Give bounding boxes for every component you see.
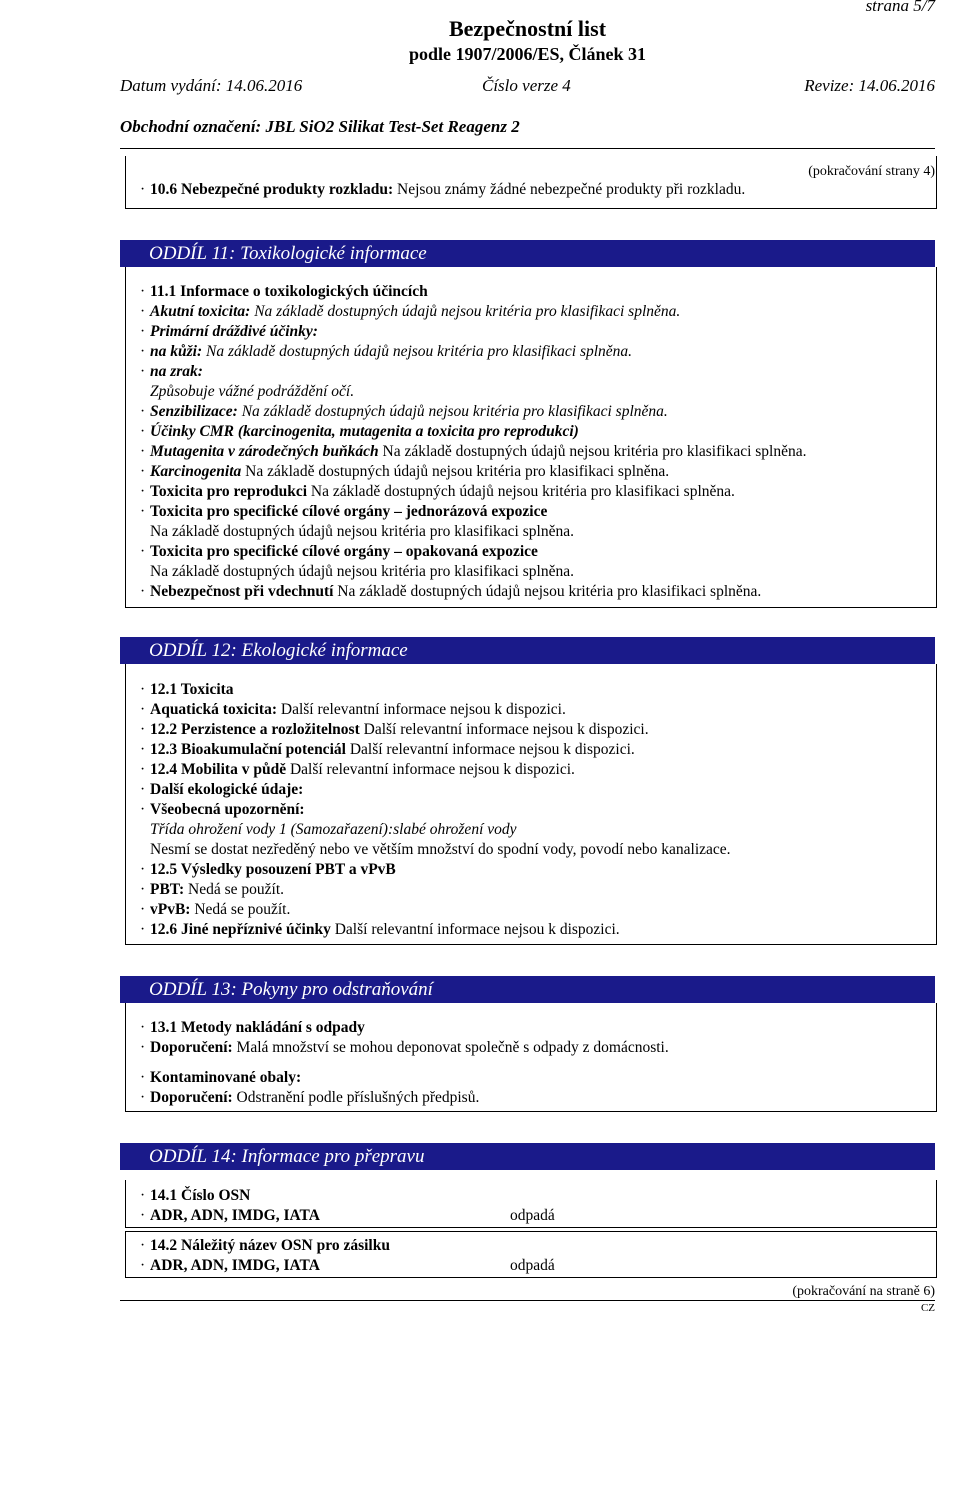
water-hazard-class: Třída ohrožení vody 1 (Samozařazení):slabé ohrožení vody — [150, 821, 517, 838]
un-number-value: odpadá — [510, 1207, 555, 1224]
packaging-recommendation-label: Doporučení: — [150, 1089, 233, 1106]
section-11-heading: ODDÍL 11: Toxikologické informace — [120, 240, 935, 267]
footer-divider — [120, 1300, 935, 1301]
eyes-label: na zrak: — [150, 363, 203, 380]
continued-on: (pokračování na straně 6) — [792, 1284, 935, 1299]
persistence-text: Další relevantní informace nejsou k dispozici. — [359, 721, 649, 738]
stot-repeated-label: Toxicita pro specifické cílové orgány – opakovaná expozice — [150, 543, 538, 560]
stot-single-text: Na základě dostupných údajů nejsou kritéria pro klasifikaci splněna. — [150, 523, 574, 540]
aquatic-toxicity-text: Další relevantní informace nejsou k dispozici. — [277, 701, 566, 718]
section-13-heading: ODDÍL 13: Pokyny pro odstraňování — [120, 976, 935, 1003]
header-divider — [120, 148, 935, 149]
issue-date: Datum vydání: 14.06.2016 — [120, 76, 303, 95]
reproductive-toxicity-text: Na základě dostupných údajů nejsou kritéria pro klasifikaci splněna. — [307, 483, 735, 500]
shipping-name-modes: ADR, ADN, IMDG, IATA — [150, 1257, 320, 1274]
decomposition-label: 10.6 Nebezpečné produkty rozkladu: — [150, 181, 394, 198]
soil-mobility-label: 12.4 Mobilita v půdě — [150, 761, 287, 778]
recommendation-label: Doporučení: — [150, 1039, 233, 1056]
un-number-heading: 14.1 Číslo OSN — [150, 1187, 251, 1204]
groundwater-warning: Nesmí se dostat nezředěný nebo ve větším množství do spodní vody, povodí nebo kanalizace. — [150, 841, 731, 858]
page-number: strana 5/7 — [865, 0, 935, 15]
other-eco-info-label: Další ekologické údaje: — [150, 781, 304, 798]
persistence-label: 12.2 Perzistence a rozložitelnost — [150, 721, 360, 738]
bioaccumulation-text: Další relevantní informace nejsou k dispozici. — [345, 741, 635, 758]
acute-toxicity-label: Akutní toxicita: — [150, 303, 251, 320]
revision-date: Revize: 14.06.2016 — [804, 76, 935, 95]
skin-text: Na základě dostupných údajů nejsou kritéria pro klasifikaci splněna. — [202, 343, 633, 360]
sensitisation-label: Senzibilizace: — [150, 403, 238, 420]
other-adverse-label: 12.6 Jiné nepříznivé účinky — [150, 921, 331, 938]
contaminated-packaging-label: Kontaminované obaly: — [150, 1069, 302, 1086]
toxicity-heading: 12.1 Toxicita — [150, 681, 234, 698]
recommendation-text: Malá množství se mohou deponovat společně s odpady z domácnosti. — [232, 1039, 669, 1056]
vpvb-label: vPvB: — [150, 901, 191, 918]
pbt-vpvb-heading: 12.5 Výsledky posouzení PBT a vPvB — [150, 861, 396, 878]
un-number-modes: ADR, ADN, IMDG, IATA — [150, 1207, 320, 1224]
shipping-name-heading: 14.2 Náležitý název OSN pro zásilku — [150, 1237, 390, 1254]
aspiration-hazard-label: Nebezpečnost při vdechnutí — [150, 583, 334, 600]
eyes-text: Způsobuje vážné podráždění očí. — [150, 383, 355, 400]
primary-irritant-label: Primární dráždivé účinky: — [150, 323, 318, 340]
mutagenicity-text: Na základě dostupných údajů nejsou kritéria pro klasifikaci splněna. — [378, 443, 807, 460]
general-notes-label: Všeobecná upozornění: — [150, 801, 305, 818]
pbt-text: Nedá se použít. — [184, 881, 285, 898]
decomposition-products: · 10.6 Nebezpečné produkty rozkladu: Nejsou známy žádné nebezpečné produkty při rozkladu. — [140, 181, 746, 198]
aquatic-toxicity-label: Aquatická toxicita: — [150, 701, 278, 718]
bioaccumulation-label: 12.3 Bioakumulační potenciál — [150, 741, 346, 758]
language-code: CZ — [920, 1302, 935, 1314]
reproductive-toxicity-label: Toxicita pro reprodukci — [150, 483, 308, 500]
stot-repeated-text: Na základě dostupných údajů nejsou kritéria pro klasifikaci splněna. — [150, 563, 574, 580]
shipping-name-value: odpadá — [510, 1257, 555, 1274]
other-adverse-text: Další relevantní informace nejsou k dispozici. — [330, 921, 620, 938]
acute-toxicity-text: Na základě dostupných údajů nejsou kritéria pro klasifikaci splněna. — [250, 303, 681, 320]
section-14-heading: ODDÍL 14: Informace pro přepravu — [120, 1143, 935, 1170]
packaging-recommendation-text: Odstranění podle příslušných předpisů. — [232, 1089, 480, 1106]
stot-single-label: Toxicita pro specifické cílové orgány – jednorázová expozice — [150, 503, 548, 520]
carcinogenicity-label: Karcinogenita — [150, 463, 242, 480]
document-title: Bezpečnostní list — [448, 16, 607, 41]
tox-info-heading: 11.1 Informace o toxikologických účincích — [150, 283, 428, 300]
trade-name: Obchodní označení: JBL SiO2 Silikat Test-Set Reagenz 2 — [120, 117, 520, 136]
continued-from: (pokračování strany 4) — [808, 164, 935, 179]
vpvb-text: Nedá se použít. — [190, 901, 291, 918]
skin-label: na kůži: — [150, 343, 203, 360]
document-subtitle: podle 1907/2006/ES, Článek 31 — [408, 44, 647, 64]
sensitisation-text: Na základě dostupných údajů nejsou kritéria pro klasifikaci splněna. — [237, 403, 668, 420]
version-number: Číslo verze 4 — [482, 76, 571, 95]
pbt-label: PBT: — [150, 881, 185, 898]
carcinogenicity-text: Na základě dostupných údajů nejsou kritéria pro klasifikaci splněna. — [241, 463, 670, 480]
cmr-heading: Účinky CMR (karcinogenita, mutagenita a toxicita pro reprodukci) — [150, 423, 579, 440]
mutagenicity-label: Mutagenita v zárodečných buňkách — [150, 443, 379, 460]
aspiration-hazard-text: Na základě dostupných údajů nejsou kritéria pro klasifikaci splněna. — [333, 583, 762, 600]
decomposition-text: Nejsou známy žádné nebezpečné produkty při rozkladu. — [393, 181, 746, 198]
soil-mobility-text: Další relevantní informace nejsou k dispozici. — [286, 761, 575, 778]
section-12-heading: ODDÍL 12: Ekologické informace — [120, 637, 935, 664]
waste-methods-heading: 13.1 Metody nakládání s odpady — [150, 1019, 365, 1036]
